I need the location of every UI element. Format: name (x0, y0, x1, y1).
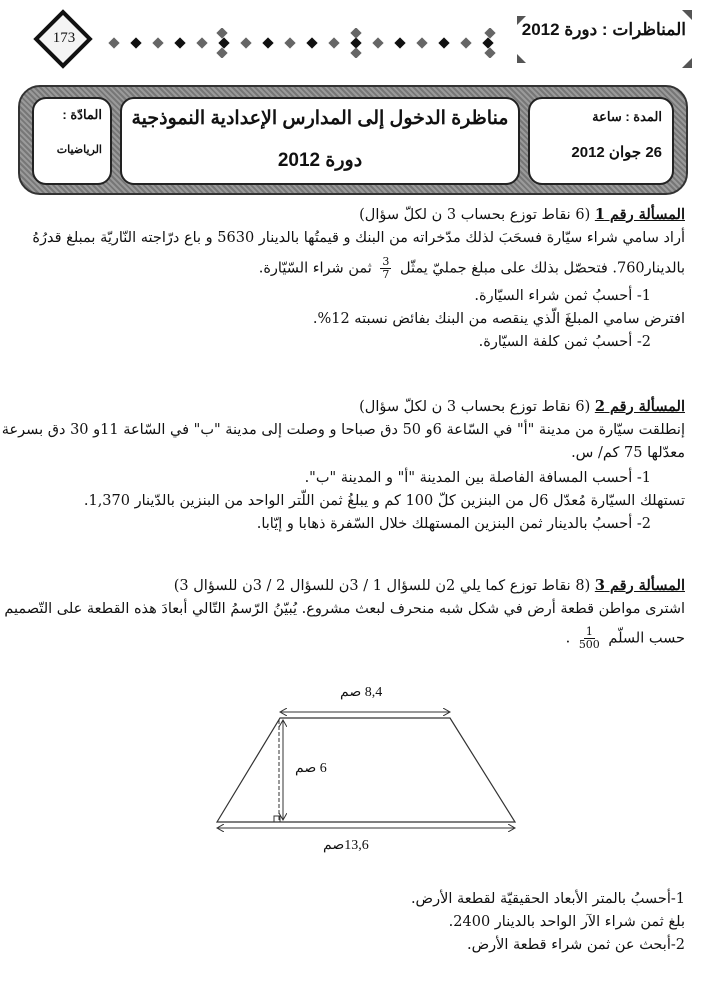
corner-ornament-bottom-left (517, 54, 526, 63)
exam-title: مناظرة الدخول إلى المدارس الإعدادية النموذجية (131, 108, 509, 129)
problem1-points: (6 نقاط توزع بحساب 3 ن لكلّ سؤال) (359, 207, 591, 223)
diamond-ornament (174, 37, 185, 48)
problem1-title: المسألة رقم 1 (594, 206, 685, 223)
duration-box (528, 97, 674, 185)
subject-label: المادّة : (62, 107, 102, 122)
diamond-ornament (350, 37, 361, 48)
duration-label: المدة : ساعة (592, 109, 662, 124)
diamond-ornament (152, 37, 163, 48)
diamond-ornament (240, 37, 251, 48)
banner-title: المناظرات : دورة 2012 (521, 20, 686, 39)
trapezoid-shape (217, 718, 515, 822)
problem1-line3: افترض سامي المبلغَ الّذي ينقصه من البنك بفائض نسبته 12%. (312, 311, 685, 327)
exam-date: 26 جوان 2012 (571, 144, 662, 161)
subject-value: الرياضيات (56, 144, 102, 156)
diamond-ornament (108, 37, 119, 48)
top-base-label: 8,4 صم (340, 685, 383, 700)
scale-denominator: 500 (578, 638, 600, 651)
diamond-ornament (306, 37, 317, 48)
corner-ornament-top-right (682, 10, 692, 20)
fraction-3-7 (380, 256, 391, 281)
diamond-ornament (394, 37, 405, 48)
diamond-ornament (438, 37, 449, 48)
diamond-ornament (284, 37, 295, 48)
diamond-ornament (484, 47, 495, 58)
diamond-ornament (350, 47, 361, 58)
subject-box (32, 97, 112, 185)
problem2-line1: إنطلقت سيّارة من مدينة "أ" في السّاعة 6و 50 دق صباحا و وصلت إلى مدينة "ب" في السّاعة 11و 30 دق بسرعة (1, 422, 685, 438)
problem3-heading (20, 574, 685, 598)
diamond-ornament (218, 37, 229, 48)
fraction-numerator: 3 (382, 255, 390, 268)
problem3-line2-text: حسب السلّم (608, 630, 685, 647)
diamond-ornament (460, 37, 471, 48)
problem3-question2: 2-أبحث عن ثمن شراء قطعة الأرض. (466, 937, 685, 953)
diamond-ornament (262, 37, 273, 48)
diamond-ornament (350, 28, 361, 39)
diamond-ornament (328, 37, 339, 48)
problem3-line1: اشترى مواطن قطعة أرض في شكل شبه منحرف لبعث مشروع. يُبيّنُ الرّسمُ التّالي أبعادَ هذه القطعة على التّصميم (4, 601, 685, 617)
problem3-question1: 1-أحسبُ بالمتر الأبعاد الحقيقيّة لقطعة الأرض. (410, 891, 685, 907)
height-label: 6 صم (295, 761, 327, 776)
diamond-ornament (216, 28, 227, 39)
page-number: 173 (52, 30, 76, 46)
problem1-heading (20, 203, 685, 227)
problem3-line2 (20, 626, 685, 651)
diamond-ornament (216, 47, 227, 58)
diamond-ornament (482, 37, 493, 48)
problem2-title: المسألة رقم 2 (594, 398, 685, 415)
problem3-title: المسألة رقم 3 (594, 577, 685, 594)
diamond-ornament (196, 37, 207, 48)
fraction-denominator: 7 (382, 268, 390, 281)
problem3-points: (8 نقاط توزع كما يلي 2ن للسؤال 1 / 3ن للسؤال 2 / 3ن للسؤال 3) (173, 578, 591, 594)
scale-fraction (579, 626, 600, 651)
scale-numerator: 1 (585, 625, 593, 638)
bottom-base-label: 13,6صم (323, 838, 369, 853)
exam-header-frame (18, 85, 688, 195)
top-banner (36, 10, 686, 72)
problem1-line2 (20, 256, 685, 281)
problem3-line3: بلغ ثمن شراء الآر الواحد بالدينار 2400. (448, 914, 685, 930)
diamond-ornament (484, 28, 495, 39)
problem2-line2: معدّلها 75 كم/ س. (571, 445, 685, 461)
trapezoid-diagram (180, 660, 560, 870)
problem2-heading (20, 395, 685, 419)
decorative-diamond-border (106, 28, 511, 58)
exam-session: دورة 2012 (277, 150, 363, 171)
problem1-question2: 2- أحسبُ ثمن كلفة السيّارة. (478, 334, 651, 350)
diamond-ornament (416, 37, 427, 48)
problem1-question1: 1- أحسبُ ثمن شراء السيّارة. (474, 288, 651, 304)
problem2-points: (6 نقاط توزع بحساب 3 ن لكلّ سؤال) (359, 399, 591, 415)
diamond-ornament (130, 37, 141, 48)
problem2-question2: 2- أحسبُ بالدينار ثمن البنزين المستهلك خلال السّفرة ذهابا و إيّابا. (256, 516, 651, 532)
problem2-line3: تستهلك السيّارة مُعدّل 6ل من البنزين كلّ 100 كم و يبلغُ ثمن اللّتر الواحد من البنزين بالدّينار 1,370. (83, 493, 685, 509)
exam-title-box (120, 97, 520, 185)
problem1-line2-a: بالدينار760. فتحصّل بذلك على مبلغ جمليّ يمثّل (400, 260, 685, 277)
corner-ornament-bottom-right (682, 58, 692, 68)
problem1-line1: أراد سامي شراء سيّارة فسحَبَ لذلك مدّخراته من البنك و قيمتُها بالدينار 5630 و باع درّاجته النّاريّة بمبلغ قدرُهُ (32, 230, 685, 246)
diamond-ornament (372, 37, 383, 48)
problem1-line2-b: ثمن شراء السّيّارة. (258, 260, 372, 277)
problem3-line2-end: . (565, 630, 571, 647)
problem2-question1: 1- أحسب المسافة الفاصلة بين المدينة "أ" و المدينة "ب". (304, 470, 651, 486)
